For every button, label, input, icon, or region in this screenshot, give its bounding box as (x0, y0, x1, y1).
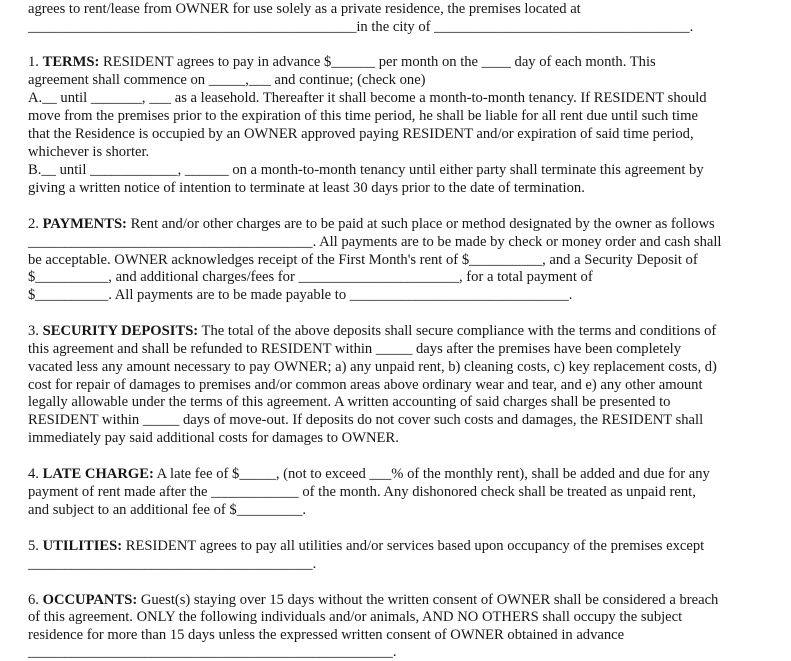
payments-line-5: $__________. All payments are to be made payable to ______________________________. (28, 287, 573, 303)
security-line-4: cost for repair of damages to premises and/or common areas above ordinary wear and tear, and e) any other amount (28, 377, 703, 393)
security-line-3: vacated less any amount necessary to pay OWNER; a) any unpaid rent, b) cleaning costs, c) key replacement costs, d) (28, 359, 717, 375)
security-line-5: legally allowable under the terms of this agreement. A written accounting of said charges shall be presented to (28, 394, 671, 410)
security-line-6: RESIDENT within _____ days of move-out. If deposits do not cover such costs and damages, the RESIDENT shall (28, 412, 704, 428)
terms-option-a: A.__ until _______, ___ as a leasehold. Thereafter it shall become a month-to-month tenancy. If RESIDENT should (28, 90, 707, 106)
payments-text: Rent and/or other charges are to be paid at such place or method designated by the owner as follows (126, 216, 715, 232)
occupants-line-4: __________________________________________________. (28, 644, 397, 660)
security-line-7: immediately pay said additional costs for damages to OWNER. (28, 430, 399, 446)
intro-line-1: agrees to rent/lease from OWNER for use solely as a private residence, the premises located at (28, 1, 581, 17)
terms-line-6: whichever is shorter. (28, 144, 150, 160)
terms-line-8: giving a written notice of intention to terminate at least 30 days prior to the date of termination. (28, 180, 585, 196)
intro-line-2: _____________________________________________in the city of ___________________________________. (28, 19, 694, 35)
terms-line-5: that the Residence is occupied by an OWNER approved paying RESIDENT and/or expiration of said time period, (28, 126, 694, 142)
late-charge-line-1 (28, 465, 710, 483)
payments-line-1 (28, 215, 715, 233)
security-line-1 (28, 322, 716, 340)
late-charge-line-3: and subject to an additional fee of $_________. (28, 502, 307, 518)
late-charge-line-2: payment of rent made after the ____________ of the month. Any dishonored check shall be treated as unpaid rent, (28, 484, 696, 500)
utilities-text: RESIDENT agrees to pay all utilities and/or services based upon occupancy of the premises except (122, 538, 705, 554)
terms-heading: TERMS: (42, 54, 100, 70)
occupants-line-1 (28, 591, 718, 609)
occupants-number: 6. (28, 592, 43, 608)
security-heading: SECURITY DEPOSITS: (42, 323, 199, 339)
terms-text: RESIDENT agrees to pay in advance $______ per month on the ____ day of each month. This (99, 54, 656, 70)
occupants-text: Guest(s) staying over 15 days without the written consent of OWNER shall be considered a breach (137, 592, 719, 608)
occupants-heading: OCCUPANTS: (42, 592, 138, 608)
payments-line-2: _______________________________________. All payments are to be made by check or money order and cash shall (28, 234, 722, 250)
late-charge-heading: LATE CHARGE: (42, 466, 154, 482)
terms-number: 1. (28, 54, 43, 70)
terms-line-1 (28, 53, 656, 71)
terms-line-4: move from the premises prior to the expiration of this time period, he shall be liable for all rent due until such time (28, 108, 698, 124)
utilities-line-1 (28, 537, 704, 555)
utilities-line-2: _______________________________________. (28, 556, 317, 572)
payments-heading: PAYMENTS: (42, 216, 127, 232)
utilities-number: 5. (28, 538, 43, 554)
utilities-heading: UTILITIES: (42, 538, 123, 554)
security-line-2: this agreement and shall be refunded to RESIDENT within _____ days after the premises have been completely (28, 341, 682, 357)
payments-number: 2. (28, 216, 43, 232)
payments-line-3: be acceptable. OWNER acknowledges receipt of the First Month's rent of $__________, and a Security Deposit of (28, 252, 698, 268)
occupants-line-3: residence for more than 15 days unless the expressed written consent of OWNER obtained in advance (28, 627, 625, 643)
payments-line-4: $__________, and additional charges/fees for ______________________, for a total payment of (28, 269, 593, 285)
security-number: 3. (28, 323, 43, 339)
late-charge-text: A late fee of $_____, (not to exceed ___% of the monthly rent), shall be added and due for any (153, 466, 710, 482)
terms-line-2: agreement shall commence on _____,___ and continue; (check one) (28, 72, 426, 88)
security-text: The total of the above deposits shall secure compliance with the terms and conditions of (198, 323, 717, 339)
occupants-line-2: of this agreement. ONLY the following individuals and/or animals, AND NO OTHERS shall occupy the subject (28, 609, 683, 625)
terms-option-b: B.__ until ____________, ______ on a month-to-month tenancy until either party shall terminate this agreement by (28, 162, 704, 178)
late-charge-number: 4. (28, 466, 43, 482)
